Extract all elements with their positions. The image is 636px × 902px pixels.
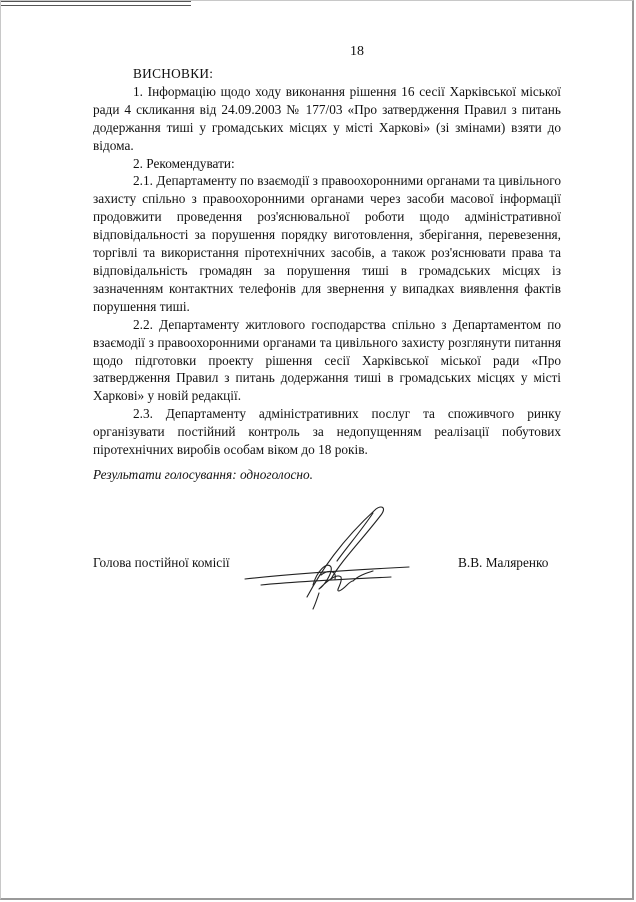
signatory-name: В.В. Маляренко: [458, 555, 549, 570]
signatory-role: Голова постійної комісії: [93, 555, 230, 570]
scan-edge-rule: [1, 1, 191, 6]
page-number: 18: [350, 44, 364, 59]
conclusions-heading: ВИСНОВКИ:: [133, 66, 214, 81]
voting-result: Результати голосування: одноголосно.: [93, 467, 313, 482]
recommendation-2-3: 2.3. Департаменту адміністративних послуг та споживчого ринку організувати постійний контроль за недопущенням реалізації побутових піротехнічних виробів особам віком до 18 років.: [93, 406, 561, 458]
recommendation-2-1: 2.1. Департаменту по взаємодії з правоохоронними органами та цивільного захисту спільно з правоохоронними органами через засоби масової інформації продовжити проведення роз'яснювальної роботи щодо адміністративної відповідальності за порушення порядку виготовлення, зберігання, перевезення, торгівлі та використання піротехнічних засобів, а також роз'яснювати права та відповідальність громадян за порушення тиші в громадських місцях із зазначенням контактних телефонів для звернення у випадках виявлення фактів порушення тиші.: [93, 173, 561, 314]
conclusions-section: [93, 65, 561, 459]
recommendation-2-2: 2.2. Департаменту житлового господарства спільно з Департаментом по взаємодії з правоохоронними органами та цивільного захисту розглянути питання щодо підготовки проекту рішення сесії Харківської міської ради «Про затвердження Правил з питань додержання тиші в громадських місцях у місті Харкові» у новій редакції.: [93, 316, 561, 404]
conclusion-item-2: 2. Рекомендувати:: [133, 155, 235, 171]
handwritten-signature-icon: [241, 501, 411, 611]
conclusion-item-1: 1. Інформацію щодо ходу виконання рішення 16 сесії Харківської міської ради 4 скликання від 24.09.2003 № 177/03 «Про затвердження Правил з питань додержання тиші у громадських місцях у місті Харкові» (зі змінами) взяти до відома.: [93, 83, 561, 153]
